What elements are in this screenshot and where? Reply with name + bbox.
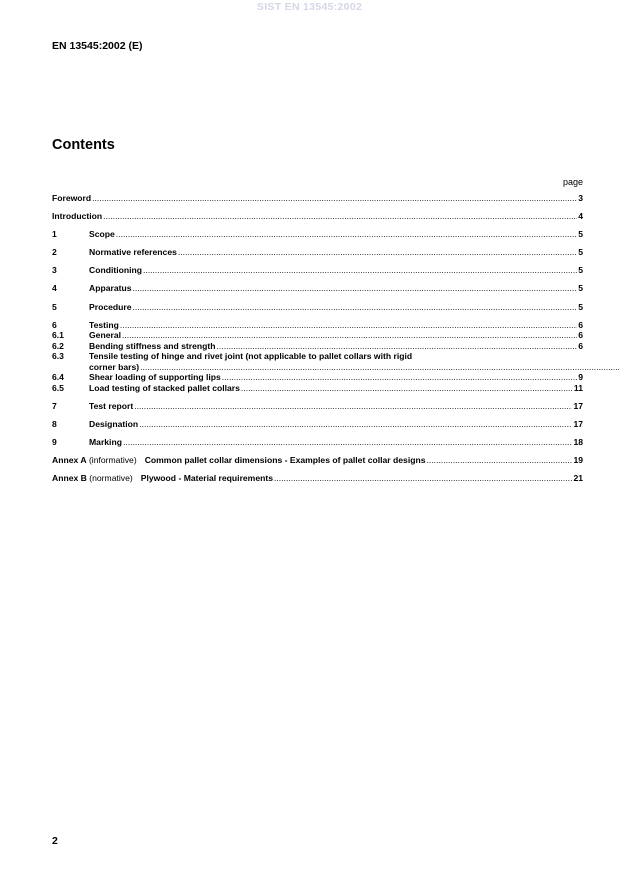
dot-leader	[133, 302, 578, 313]
toc-entry-title: Apparatus	[89, 283, 132, 294]
toc-entry-page: 17	[573, 418, 583, 429]
watermark: SIST EN 13545:2002	[256, 1, 363, 13]
toc-entry-apparatus[interactable]	[52, 283, 583, 294]
annex-type: (normative)	[89, 473, 133, 484]
dot-leader	[241, 383, 573, 394]
toc-entry-title-continuation: corner bars)	[89, 361, 140, 372]
toc-entry-page: 6	[578, 319, 583, 330]
toc-entry-foreword[interactable]	[52, 193, 583, 204]
toc-entry-title: Scope	[89, 229, 115, 240]
toc-entry-title: Conditioning	[89, 265, 142, 276]
toc-entry-title: Plywood - Material requirements	[140, 473, 273, 484]
toc-entry-number: 6.3	[52, 351, 64, 362]
toc-entry-number: 3	[52, 265, 57, 276]
toc-entry-page: 3	[578, 193, 583, 203]
dot-leader	[103, 211, 577, 222]
toc-entry-number: 6.2	[52, 340, 64, 351]
toc-entry-number: 4	[52, 283, 57, 294]
dot-leader	[122, 330, 577, 341]
toc-entry-bending-stiffness[interactable]	[52, 341, 583, 352]
annex-label: Annex A	[52, 455, 87, 466]
toc-entry-number: 6.4	[52, 372, 64, 383]
page-number: 2	[52, 835, 58, 847]
contents-heading: Contents	[52, 137, 115, 153]
toc-entry-conditioning[interactable]	[52, 265, 583, 276]
toc-entry-normative-references[interactable]	[52, 247, 583, 258]
toc-entry-page: 4	[578, 211, 583, 222]
dot-leader	[140, 362, 619, 373]
dot-leader	[274, 473, 572, 484]
dot-leader	[116, 229, 577, 240]
toc-entry-procedure[interactable]	[52, 302, 583, 313]
document-id: EN 13545:2002 (E)	[52, 40, 143, 52]
toc-entry-page: 18	[573, 436, 583, 447]
toc-entry-page: 6	[578, 340, 583, 351]
toc-entry-number: 9	[52, 436, 57, 447]
toc-entry-page: 5	[578, 283, 583, 294]
toc-entry-title-continuation-row	[89, 362, 619, 373]
toc-entry-page: 9	[578, 372, 583, 383]
toc-entry-number: 8	[52, 418, 57, 429]
dot-leader	[120, 320, 577, 331]
toc-entry-number: 2	[52, 247, 57, 258]
toc-entry-number: 1	[52, 229, 57, 240]
dot-leader	[217, 341, 578, 352]
toc-entry-number: 6.5	[52, 382, 64, 393]
toc-entry-title: Marking	[89, 436, 122, 447]
toc-entry-tensile-testing[interactable]	[52, 351, 583, 372]
toc-entry-marking[interactable]	[52, 437, 583, 448]
toc-entry-page: 5	[578, 247, 583, 258]
annex-type: (informative)	[88, 455, 137, 466]
toc-entry-title: Test report	[89, 400, 134, 411]
toc-entry-title: Shear loading of supporting lips	[89, 372, 221, 383]
toc-entry-page: 19	[573, 455, 583, 466]
toc-entry-page: 11	[573, 382, 583, 393]
dot-leader	[178, 247, 577, 258]
toc-entry-number: 6.1	[52, 330, 64, 341]
dot-leader	[427, 455, 573, 466]
toc-entry-page: 17	[573, 400, 583, 411]
toc-entry-page: 6	[578, 330, 583, 341]
toc-entry-introduction[interactable]	[52, 211, 583, 222]
dot-leader	[134, 401, 572, 412]
table-of-contents	[52, 193, 583, 491]
toc-entry-title: Introduction	[52, 211, 103, 222]
toc-entry-page: 5	[578, 265, 583, 276]
toc-entry-title-block	[89, 351, 619, 372]
toc-entry-title: Designation	[89, 418, 139, 429]
toc-entry-test-report[interactable]	[52, 401, 583, 412]
toc-entry-scope[interactable]	[52, 229, 583, 240]
toc-entry-annex-b[interactable]	[52, 473, 583, 484]
dot-leader	[92, 193, 577, 204]
toc-entry-number: 7	[52, 400, 57, 411]
toc-entry-page: 21	[573, 473, 583, 484]
dot-leader	[123, 437, 572, 448]
toc-entry-title: Normative references	[89, 247, 177, 258]
toc-entry-page: 5	[578, 301, 583, 312]
toc-entry-load-testing[interactable]	[52, 383, 583, 394]
toc-entry-annex-a[interactable]	[52, 455, 583, 466]
toc-entry-title: Foreword	[52, 193, 92, 203]
toc-entry-title: General	[89, 330, 122, 341]
toc-entry-title: Testing	[89, 319, 119, 330]
toc-entry-page: 5	[578, 229, 583, 240]
toc-entry-number: 6	[52, 319, 57, 330]
toc-entry-shear-loading[interactable]	[52, 372, 583, 383]
dot-leader	[143, 265, 577, 276]
toc-entry-title: Common pallet collar dimensions - Examples of pallet collar designs	[144, 455, 426, 466]
toc-entry-number: 5	[52, 301, 57, 312]
toc-entry-title: Bending stiffness and strength	[89, 340, 216, 351]
dot-leader	[139, 419, 572, 430]
toc-entry-general[interactable]	[52, 330, 583, 341]
toc-entry-title: Load testing of stacked pallet collars	[89, 382, 240, 393]
dot-leader	[133, 283, 578, 294]
toc-entry-title: Procedure	[89, 301, 132, 312]
annex-label: Annex B	[52, 473, 87, 484]
dot-leader	[222, 372, 577, 383]
page-column-label: page	[562, 177, 583, 187]
toc-entry-title: Tensile testing of hinge and rivet joint (not applicable to pallet collars with rigid	[89, 351, 413, 362]
toc-entry-testing[interactable]	[52, 320, 583, 331]
toc-entry-designation[interactable]	[52, 419, 583, 430]
